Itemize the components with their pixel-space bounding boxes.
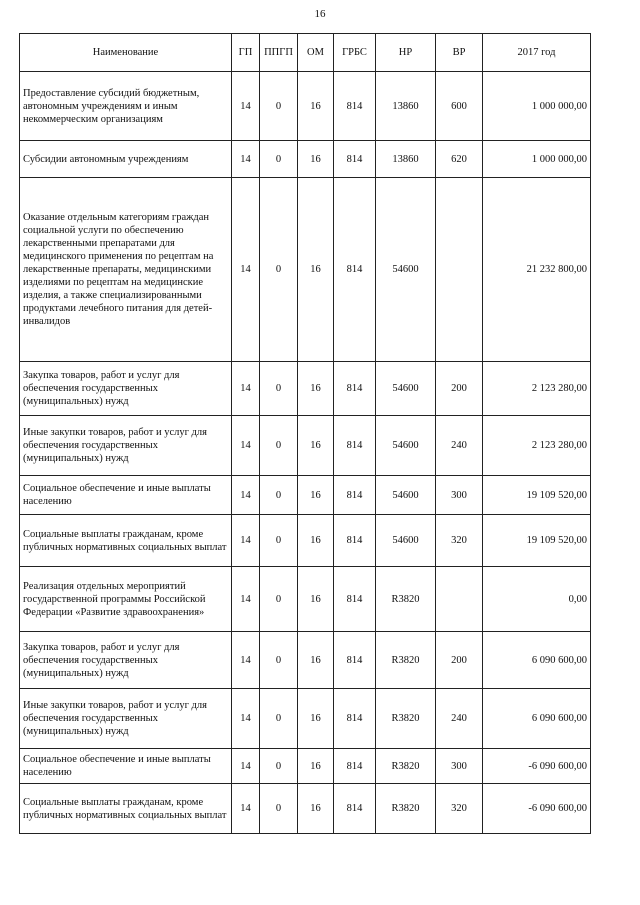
column-header-nr: НР	[376, 34, 436, 72]
column-header-grbs: ГРБС	[334, 34, 376, 72]
row-nr-cell: R3820	[376, 632, 436, 689]
column-header-name: Наименование	[20, 34, 232, 72]
row-name-cell: Закупка товаров, работ и услуг для обеспечения государственных (муниципальных) нужд	[20, 362, 232, 416]
row-nr-cell: R3820	[376, 689, 436, 749]
row-amount-cell: 6 090 600,00	[483, 689, 591, 749]
row-gp-cell: 14	[232, 178, 260, 362]
table-row	[20, 178, 591, 362]
row-nr-cell: 54600	[376, 362, 436, 416]
row-nr-cell: 54600	[376, 416, 436, 476]
row-om-cell: 16	[298, 416, 334, 476]
row-amount-cell: 21 232 800,00	[483, 178, 591, 362]
column-header-om: ОМ	[298, 34, 334, 72]
row-grbs-cell: 814	[334, 632, 376, 689]
row-nr-cell: R3820	[376, 749, 436, 784]
row-grbs-cell: 814	[334, 784, 376, 834]
table-header-row	[20, 34, 591, 72]
row-amount-cell: 19 109 520,00	[483, 476, 591, 515]
table-row	[20, 416, 591, 476]
row-amount-cell: 6 090 600,00	[483, 632, 591, 689]
row-om-cell: 16	[298, 749, 334, 784]
row-grbs-cell: 814	[334, 567, 376, 632]
table-row	[20, 515, 591, 567]
table-row	[20, 362, 591, 416]
row-om-cell: 16	[298, 362, 334, 416]
row-grbs-cell: 814	[334, 515, 376, 567]
row-ppgp-cell: 0	[260, 72, 298, 141]
row-ppgp-cell: 0	[260, 178, 298, 362]
row-name-cell: Социальное обеспечение и иные выплаты населению	[20, 749, 232, 784]
row-grbs-cell: 814	[334, 141, 376, 178]
row-nr-cell: 13860	[376, 72, 436, 141]
row-vr-cell: 320	[436, 515, 483, 567]
row-amount-cell: 0,00	[483, 567, 591, 632]
row-gp-cell: 14	[232, 515, 260, 567]
row-amount-cell: -6 090 600,00	[483, 784, 591, 834]
row-nr-cell: R3820	[376, 567, 436, 632]
row-name-cell: Социальное обеспечение и иные выплаты населению	[20, 476, 232, 515]
row-nr-cell: 54600	[376, 178, 436, 362]
row-amount-cell: 1 000 000,00	[483, 141, 591, 178]
row-name-cell: Предоставление субсидий бюджетным, автономным учреждениям и иным некоммерческим организациям	[20, 72, 232, 141]
row-grbs-cell: 814	[334, 476, 376, 515]
row-vr-cell: 200	[436, 632, 483, 689]
row-name-cell: Социальные выплаты гражданам, кроме публичных нормативных социальных выплат	[20, 515, 232, 567]
table-row	[20, 632, 591, 689]
row-gp-cell: 14	[232, 362, 260, 416]
row-ppgp-cell: 0	[260, 689, 298, 749]
row-name-cell: Субсидии автономным учреждениям	[20, 141, 232, 178]
table-body	[20, 72, 591, 834]
row-om-cell: 16	[298, 178, 334, 362]
row-gp-cell: 14	[232, 567, 260, 632]
row-nr-cell: 54600	[376, 515, 436, 567]
table-row	[20, 689, 591, 749]
row-ppgp-cell: 0	[260, 416, 298, 476]
row-ppgp-cell: 0	[260, 749, 298, 784]
row-om-cell: 16	[298, 632, 334, 689]
row-name-cell: Иные закупки товаров, работ и услуг для обеспечения государственных (муниципальных) нужд	[20, 416, 232, 476]
row-gp-cell: 14	[232, 632, 260, 689]
row-gp-cell: 14	[232, 689, 260, 749]
row-grbs-cell: 814	[334, 72, 376, 141]
table-row	[20, 749, 591, 784]
row-vr-cell: 600	[436, 72, 483, 141]
page-number: 16	[314, 8, 326, 20]
row-vr-cell	[436, 178, 483, 362]
row-vr-cell: 300	[436, 749, 483, 784]
table-row	[20, 141, 591, 178]
row-ppgp-cell: 0	[260, 362, 298, 416]
row-om-cell: 16	[298, 515, 334, 567]
row-amount-cell: 1 000 000,00	[483, 72, 591, 141]
column-header-vr: ВР	[436, 34, 483, 72]
row-nr-cell: 54600	[376, 476, 436, 515]
row-amount-cell: -6 090 600,00	[483, 749, 591, 784]
row-om-cell: 16	[298, 72, 334, 141]
budget-table	[19, 33, 591, 834]
row-vr-cell: 240	[436, 416, 483, 476]
row-vr-cell: 300	[436, 476, 483, 515]
row-name-cell: Социальные выплаты гражданам, кроме публичных нормативных социальных выплат	[20, 784, 232, 834]
row-ppgp-cell: 0	[260, 476, 298, 515]
row-amount-cell: 2 123 280,00	[483, 362, 591, 416]
row-om-cell: 16	[298, 689, 334, 749]
row-grbs-cell: 814	[334, 416, 376, 476]
row-om-cell: 16	[298, 141, 334, 178]
table-row	[20, 476, 591, 515]
row-ppgp-cell: 0	[260, 784, 298, 834]
row-name-cell: Оказание отдельным категориям граждан социальной услуги по обеспечению лекарственными препаратами для медицинского применения по рецептам на лекарственные препараты, медицинскими изделиями по рецептам на медицинские изделия, а также специализированными продуктами лечебного питания для детей-инвалидов	[20, 178, 232, 362]
row-name-cell: Иные закупки товаров, работ и услуг для обеспечения государственных (муниципальных) нужд	[20, 689, 232, 749]
row-gp-cell: 14	[232, 416, 260, 476]
column-header-ppgp: ППГП	[260, 34, 298, 72]
table-row	[20, 567, 591, 632]
column-header-year: 2017 год	[483, 34, 591, 72]
row-ppgp-cell: 0	[260, 632, 298, 689]
row-ppgp-cell: 0	[260, 515, 298, 567]
row-gp-cell: 14	[232, 141, 260, 178]
column-header-gp: ГП	[232, 34, 260, 72]
row-om-cell: 16	[298, 784, 334, 834]
row-om-cell: 16	[298, 567, 334, 632]
row-om-cell: 16	[298, 476, 334, 515]
row-nr-cell: 13860	[376, 141, 436, 178]
row-gp-cell: 14	[232, 784, 260, 834]
row-grbs-cell: 814	[334, 689, 376, 749]
row-vr-cell	[436, 567, 483, 632]
row-gp-cell: 14	[232, 749, 260, 784]
row-ppgp-cell: 0	[260, 567, 298, 632]
row-nr-cell: R3820	[376, 784, 436, 834]
row-amount-cell: 19 109 520,00	[483, 515, 591, 567]
row-vr-cell: 320	[436, 784, 483, 834]
table-row	[20, 72, 591, 141]
table-row	[20, 784, 591, 834]
row-vr-cell: 200	[436, 362, 483, 416]
row-gp-cell: 14	[232, 72, 260, 141]
row-name-cell: Закупка товаров, работ и услуг для обеспечения государственных (муниципальных) нужд	[20, 632, 232, 689]
row-grbs-cell: 814	[334, 362, 376, 416]
row-grbs-cell: 814	[334, 749, 376, 784]
row-ppgp-cell: 0	[260, 141, 298, 178]
row-amount-cell: 2 123 280,00	[483, 416, 591, 476]
row-name-cell: Реализация отдельных мероприятий государственной программы Российской Федерации «Развитие здравоохранения»	[20, 567, 232, 632]
row-vr-cell: 620	[436, 141, 483, 178]
row-vr-cell: 240	[436, 689, 483, 749]
row-grbs-cell: 814	[334, 178, 376, 362]
row-gp-cell: 14	[232, 476, 260, 515]
